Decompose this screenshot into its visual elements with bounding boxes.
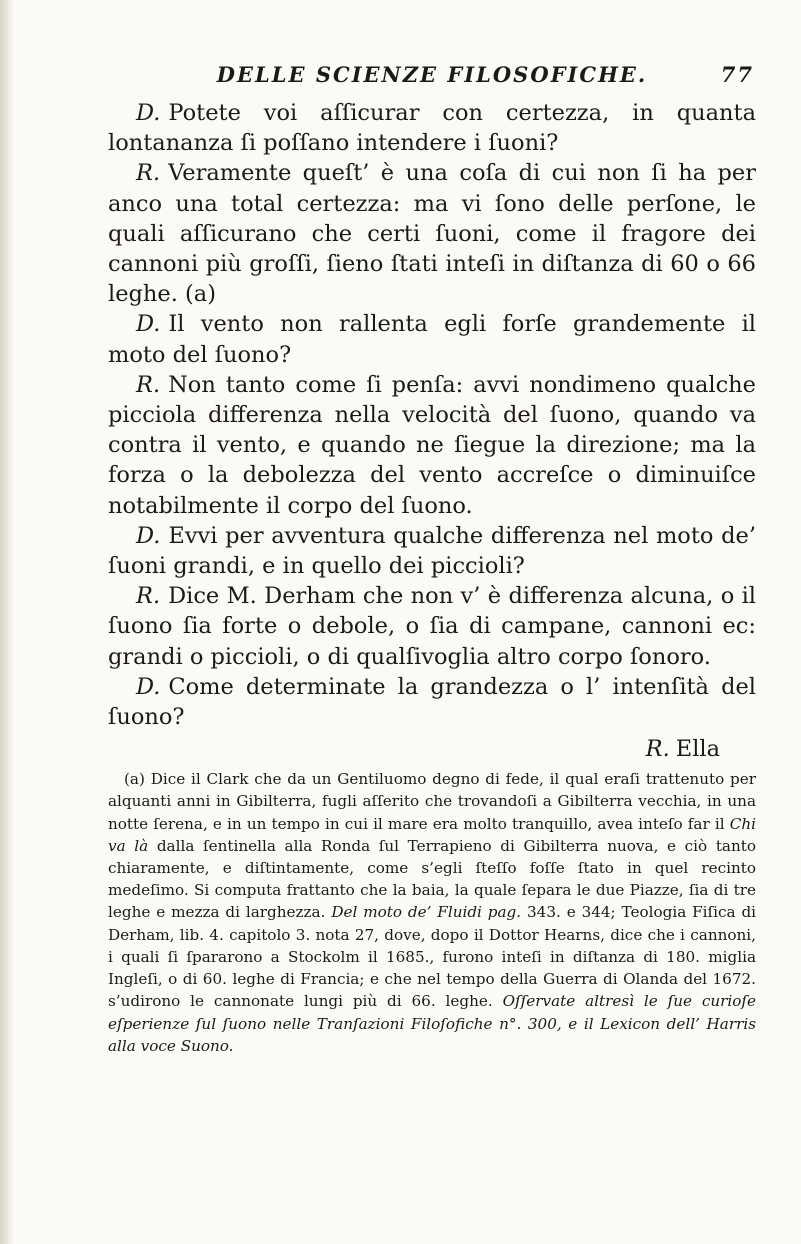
dialogue-line: Come determinate la grandezza o l’ intenſità del ſuono? xyxy=(108,673,756,731)
dialogue-line: Non tanto come ſi penſa: avvi nondimeno qualche picciola differenza nella velocità del ſuono, quando va contra il vento, e quando ne ſiegue la direzione; ma la forza o la debolezza del vento accreſce o diminuiſce notabilmente il corpo del ſuono. xyxy=(108,371,756,519)
footnote-italic: Chi va là xyxy=(108,814,757,855)
footnote-text: 343. e 344; Teologia Fiſica di Derham, lib. 4. capitolo 3. nota 27, dove, dopo il Dottor Hearns, dice che i cannoni, i quali ſi ſpararono a Stockolm il 1685., furono inteſi in diſtanza di 180. miglia Ingleſi, o di 60. leghe di Francia; e che nel tempo della Guerra di Olanda del 1672. s’udirono le cannonate lungi più di 66. leghe. xyxy=(108,903,757,1011)
footnote-text: Dice il Clark che da un Gentiluomo degno di fede, il qual eraſi trattenuto per alquanti anni in Gibilterra, fugli aſſerito che trovandoſi a Gibilterra vecchia, in una notte ſerena, e in un tempo in cui il mare era molto tranquillo, avea inteſo far il xyxy=(108,770,756,833)
dialogue-line: Evvi per avventura qualche differenza nel moto de’ ſuoni grandi, e in quello dei piccioli? xyxy=(108,522,756,580)
speaker-mark: D. xyxy=(136,100,161,126)
footnote-mark: (a) xyxy=(124,770,145,789)
catchword-text: Ella xyxy=(675,736,720,763)
catchword-speaker: R. xyxy=(645,736,670,763)
page-number: 77 xyxy=(720,62,754,87)
dialogue-line: Il vento non rallenta egli forſe grandemente il moto del ſuono? xyxy=(108,311,756,368)
dialogue-text xyxy=(108,98,756,732)
dialogue-paragraph xyxy=(108,98,756,158)
dialogue-line: Dice M. Derham che non v’ è differenza alcuna, o il ſuono ſia forte o debole, o ſia di campane, cannoni ec: grandi o piccioli, o di qualſivoglia altro corpo ſonoro. xyxy=(108,583,756,670)
dialogue-paragraph xyxy=(108,672,756,732)
dialogue-paragraph xyxy=(108,581,756,672)
running-header xyxy=(108,62,756,96)
dialogue-paragraph xyxy=(108,309,756,369)
page-binding-shadow xyxy=(0,0,14,1244)
speaker-mark: D. xyxy=(136,522,161,549)
footnote-italic: Oſſervate altresì le ſue curioſe eſperienze ſul ſuono nelle Tranſazioni Filoſofiche n°. 300, e il Lexicon dell’ Harris alla voce Suono. xyxy=(108,992,757,1055)
catchword xyxy=(108,734,720,764)
footnote-italic: Del moto de’ Fluidi pag. xyxy=(331,903,522,922)
speaker-mark: R. xyxy=(136,371,161,398)
dialogue-line: Potete voi aſſicurar con certezza, in quanta lontananza ſi poſſano intendere i ſuoni? xyxy=(108,100,756,157)
speaker-mark: R. xyxy=(136,160,161,187)
dialogue-line: Veramente queſt’ è una coſa di cui non ſi ha per anco una total certezza: ma vi ſono delle perſone, le quali aſſicurano che certi ſuoni, come il fragore dei cannoni più groſſi, ſieno ſtati inteſi in diſtanza di 60 o 66 leghe. (a) xyxy=(108,160,756,308)
speaker-mark: D. xyxy=(136,673,161,700)
book-page xyxy=(108,62,756,1057)
dialogue-paragraph xyxy=(108,521,756,581)
speaker-mark: D. xyxy=(136,311,161,338)
footnote-text: dalla ſentinella alla Ronda ſul Terrapieno di Gibilterra nuova, e ciò tanto chiaramente, e diſtintamente, come s’egli ſteſſo foſſe ſtato in quel recinto medeſimo. Si computa frattanto che la baia, la quale ſepara le due Piazze, ſia di tre leghe e mezza di larghezza. xyxy=(108,836,756,922)
dialogue-paragraph xyxy=(108,370,756,521)
speaker-mark: R. xyxy=(136,583,161,610)
running-title: DELLE SCIENZE FILOSOFICHE. xyxy=(216,62,648,87)
footnote xyxy=(108,768,756,1057)
dialogue-paragraph xyxy=(108,158,756,309)
